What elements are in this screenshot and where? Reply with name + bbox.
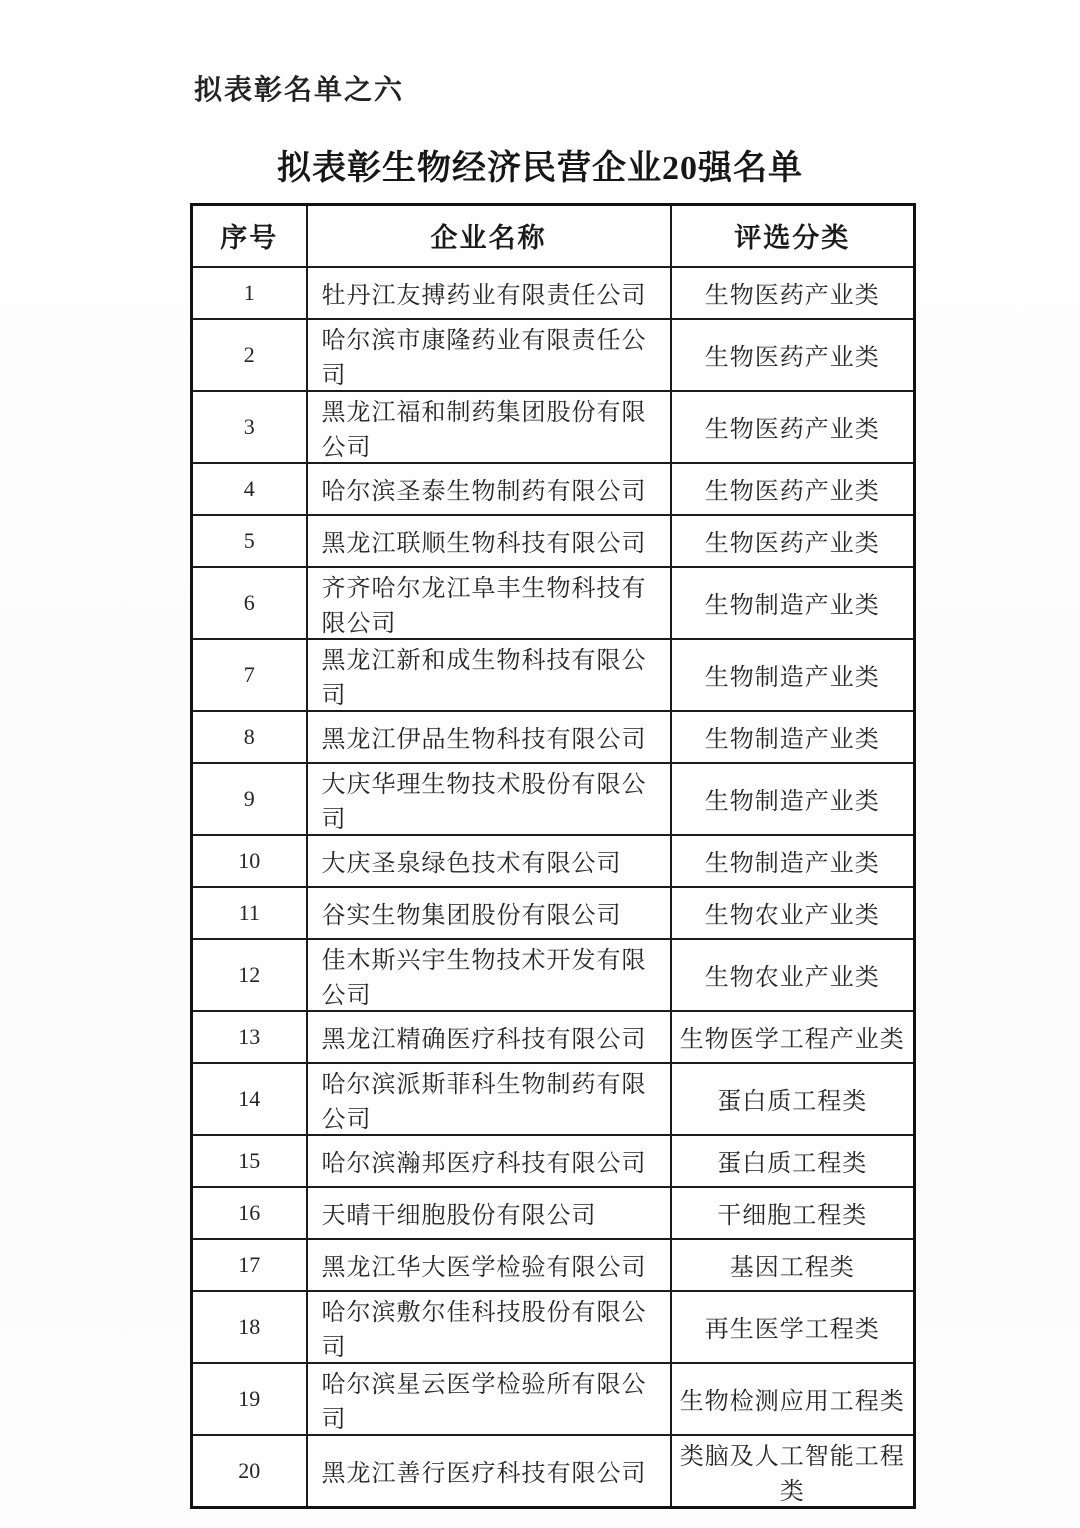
doc-label: 拟表彰名单之六: [194, 75, 405, 106]
cell-company-name: 大庆圣泉绿色技术有限公司: [307, 835, 671, 887]
cell-category: 生物农业产业类: [671, 939, 915, 1011]
cell-no: 14: [192, 1063, 307, 1135]
table-row: [192, 1435, 915, 1508]
cell-category: 生物医药产业类: [671, 463, 915, 515]
cell-category: 生物医学工程产业类: [671, 1011, 915, 1063]
cell-company-name: 佳木斯兴宇生物技术开发有限公司: [307, 939, 671, 1011]
cell-category: 类脑及人工智能工程类: [671, 1435, 915, 1508]
cell-no: 19: [192, 1363, 307, 1435]
cell-no: 18: [192, 1291, 307, 1363]
cell-company-name: 大庆华理生物技术股份有限公司: [307, 763, 671, 835]
col-header-company-name: 企业名称: [307, 205, 671, 267]
cell-no: 4: [192, 463, 307, 515]
cell-no: 15: [192, 1135, 307, 1187]
cell-no: 7: [192, 639, 307, 711]
col-header-no: 序号: [192, 205, 307, 267]
cell-no: 16: [192, 1187, 307, 1239]
cell-category: 生物医药产业类: [671, 267, 915, 319]
cell-company-name: 哈尔滨派斯菲科生物制药有限公司: [307, 1063, 671, 1135]
table-row: [192, 319, 915, 391]
table-row: [192, 267, 915, 319]
cell-company-name: 哈尔滨瀚邦医疗科技有限公司: [307, 1135, 671, 1187]
company-table-body: [192, 267, 915, 1508]
cell-category: 蛋白质工程类: [671, 1063, 915, 1135]
cell-company-name: 黑龙江精确医疗科技有限公司: [307, 1011, 671, 1063]
cell-category: 生物医药产业类: [671, 319, 915, 391]
cell-category: 基因工程类: [671, 1239, 915, 1291]
cell-no: 20: [192, 1435, 307, 1508]
cell-company-name: 天晴干细胞股份有限公司: [307, 1187, 671, 1239]
cell-no: 12: [192, 939, 307, 1011]
table-row: [192, 639, 915, 711]
table-row: [192, 1187, 915, 1239]
table-row: [192, 1135, 915, 1187]
cell-no: 10: [192, 835, 307, 887]
cell-company-name: 黑龙江善行医疗科技有限公司: [307, 1435, 671, 1508]
table-row: [192, 567, 915, 639]
cell-category: 生物制造产业类: [671, 835, 915, 887]
table-row: [192, 711, 915, 763]
cell-company-name: 哈尔滨敷尔佳科技股份有限公司: [307, 1291, 671, 1363]
cell-no: 2: [192, 319, 307, 391]
table-row: [192, 939, 915, 1011]
cell-no: 17: [192, 1239, 307, 1291]
cell-company-name: 黑龙江华大医学检验有限公司: [307, 1239, 671, 1291]
table-row: [192, 887, 915, 939]
cell-company-name: 黑龙江伊品生物科技有限公司: [307, 711, 671, 763]
cell-category: 生物制造产业类: [671, 639, 915, 711]
cell-category: 生物农业产业类: [671, 887, 915, 939]
cell-company-name: 谷实生物集团股份有限公司: [307, 887, 671, 939]
cell-no: 11: [192, 887, 307, 939]
cell-category: 生物制造产业类: [671, 763, 915, 835]
cell-category: 生物制造产业类: [671, 567, 915, 639]
cell-no: 5: [192, 515, 307, 567]
cell-company-name: 牡丹江友搏药业有限责任公司: [307, 267, 671, 319]
cell-category: 蛋白质工程类: [671, 1135, 915, 1187]
cell-company-name: 黑龙江福和制药集团股份有限公司: [307, 391, 671, 463]
table-row: [192, 515, 915, 567]
cell-no: 3: [192, 391, 307, 463]
table-row: [192, 1239, 915, 1291]
companies-table: [190, 203, 916, 1509]
table-row: [192, 1063, 915, 1135]
table-row: [192, 763, 915, 835]
table-row: [192, 1011, 915, 1063]
cell-category: 生物医药产业类: [671, 391, 915, 463]
cell-no: 8: [192, 711, 307, 763]
table-header-row: [192, 205, 915, 267]
table-row: [192, 463, 915, 515]
cell-no: 6: [192, 567, 307, 639]
cell-category: 生物检测应用工程类: [671, 1363, 915, 1435]
cell-no: 1: [192, 267, 307, 319]
cell-no: 9: [192, 763, 307, 835]
cell-company-name: 黑龙江联顺生物科技有限公司: [307, 515, 671, 567]
cell-company-name: 哈尔滨圣泰生物制药有限公司: [307, 463, 671, 515]
cell-company-name: 哈尔滨市康隆药业有限责任公司: [307, 319, 671, 391]
cell-category: 再生医学工程类: [671, 1291, 915, 1363]
cell-category: 生物医药产业类: [671, 515, 915, 567]
cell-category: 干细胞工程类: [671, 1187, 915, 1239]
cell-no: 13: [192, 1011, 307, 1063]
cell-company-name: 黑龙江新和成生物科技有限公司: [307, 639, 671, 711]
table-row: [192, 391, 915, 463]
cell-company-name: 哈尔滨星云医学检验所有限公司: [307, 1363, 671, 1435]
table-row: [192, 835, 915, 887]
page-title: 拟表彰生物经济民营企业20强名单: [277, 150, 803, 187]
cell-category: 生物制造产业类: [671, 711, 915, 763]
table-row: [192, 1363, 915, 1435]
col-header-category: 评选分类: [671, 205, 915, 267]
table-row: [192, 1291, 915, 1363]
cell-company-name: 齐齐哈尔龙江阜丰生物科技有限公司: [307, 567, 671, 639]
